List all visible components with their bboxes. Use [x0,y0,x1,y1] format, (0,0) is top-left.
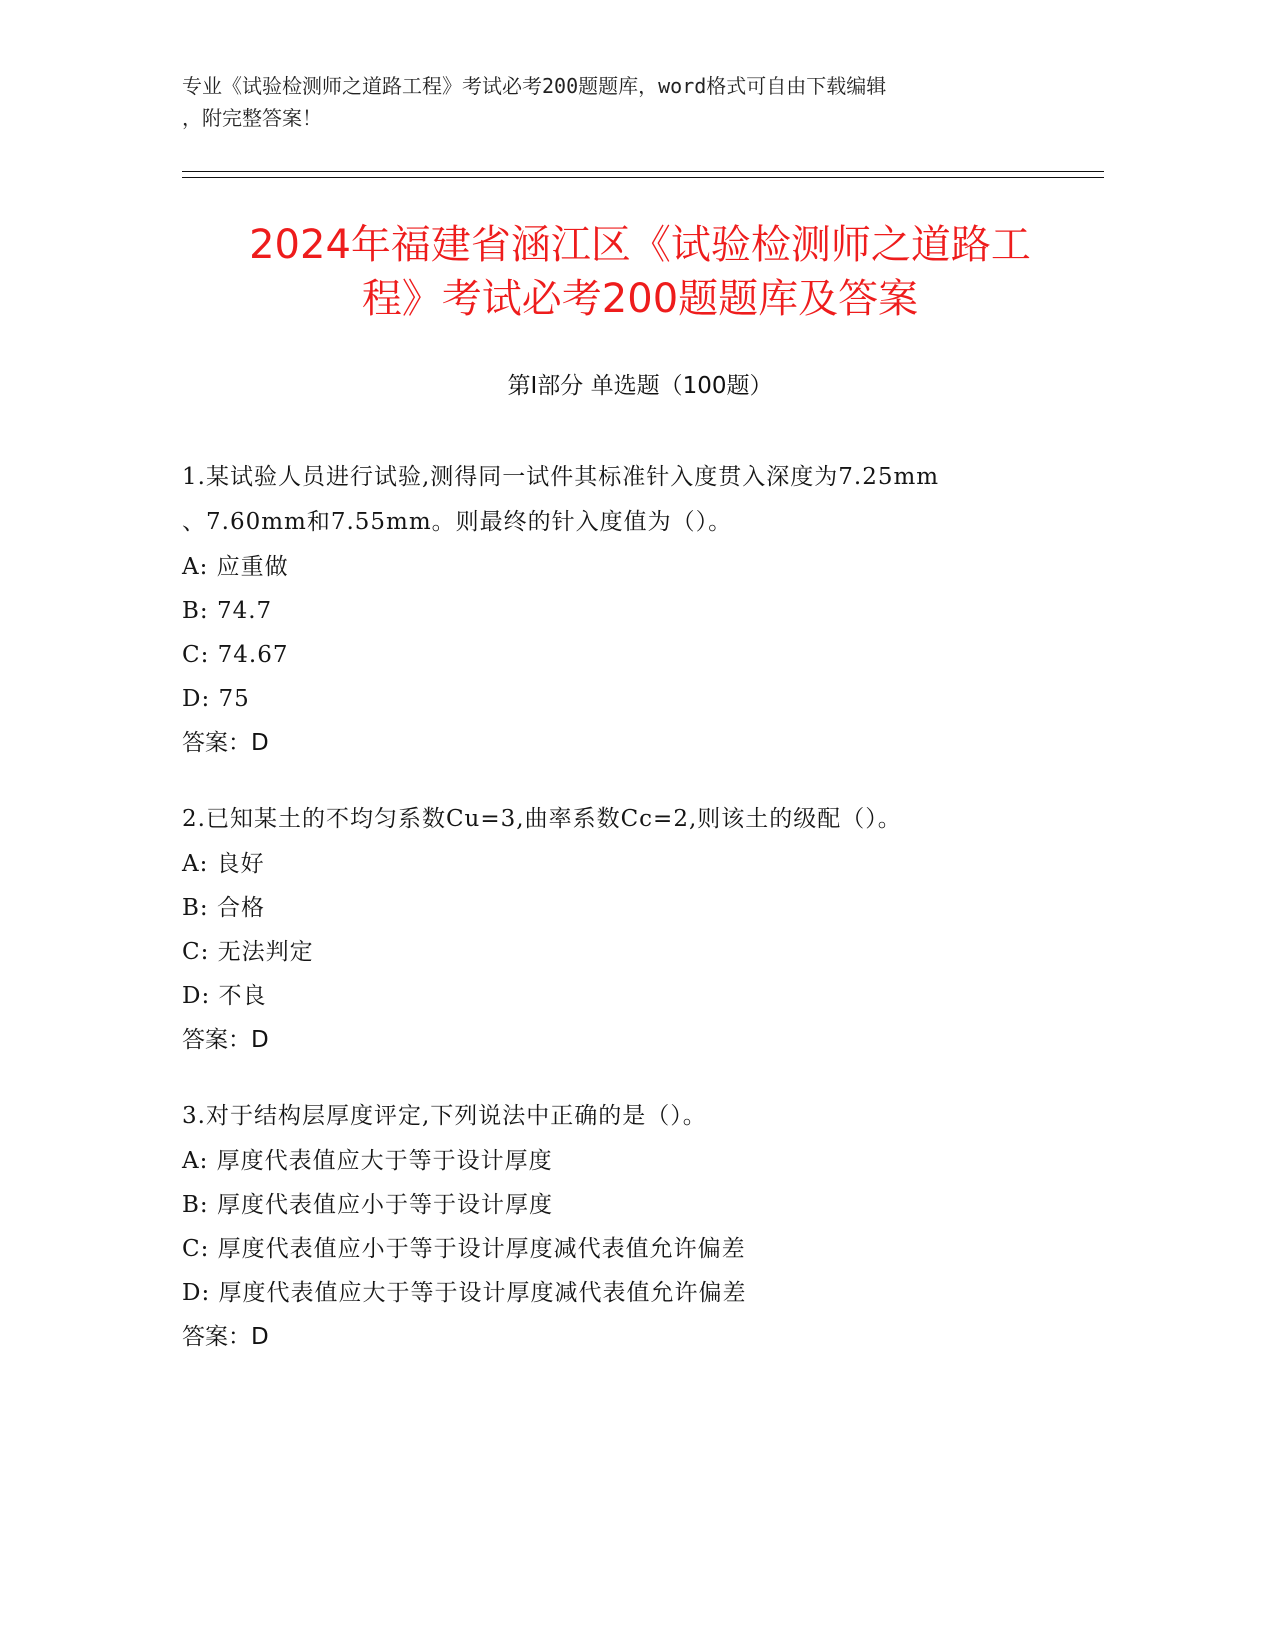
answer: 答案：D [182,1324,269,1350]
option-c: C: 无法判定 [182,939,314,965]
option-d: D: 75 [182,686,250,712]
header-divider-bottom [182,177,1104,178]
question-1 [182,455,1062,765]
option-c: C: 74.67 [182,642,289,668]
answer: 答案：D [182,1027,269,1053]
header-line-2: ，附完整答案！ [182,106,322,130]
document-title [140,218,1140,326]
option-d: D: 不良 [182,983,267,1009]
option-a: A: 应重做 [182,554,289,580]
header-line-1: 专业《试验检测师之道路工程》考试必考200题题库，word格式可自由下载编辑 [182,74,887,98]
document-header [182,70,1042,134]
question-list [182,455,1062,1391]
question-3 [182,1094,1062,1359]
question-stem-continued: 、7.60mm和7.55mm。则最终的针入度值为（）。 [182,509,733,535]
option-a: A: 厚度代表值应大于等于设计厚度 [182,1148,553,1174]
option-c: C: 厚度代表值应小于等于设计厚度减代表值允许偏差 [182,1236,746,1262]
question-stem: 3.对于结构层厚度评定,下列说法中正确的是（）。 [182,1103,707,1129]
title-line-1: 2024年福建省涵江区《试验检测师之道路工 [249,222,1031,268]
question-2 [182,797,1062,1062]
option-b: B: 74.7 [182,598,273,624]
header-divider-top [182,171,1104,172]
question-stem: 2.已知某土的不均匀系数Cu=3,曲率系数Cc=2,则该土的级配（）。 [182,806,902,832]
option-b: B: 合格 [182,895,265,921]
question-stem: 1.某试验人员进行试验,测得同一试件其标准针入度贯入深度为7.25mm [182,464,940,490]
option-b: B: 厚度代表值应小于等于设计厚度 [182,1192,553,1218]
answer: 答案：D [182,730,269,756]
title-line-2: 程》考试必考200题题库及答案 [361,276,919,322]
option-a: A: 良好 [182,851,265,877]
section-heading: 第Ⅰ部分 单选题（100题） [507,373,773,399]
option-d: D: 厚度代表值应大于等于设计厚度减代表值允许偏差 [182,1280,747,1306]
